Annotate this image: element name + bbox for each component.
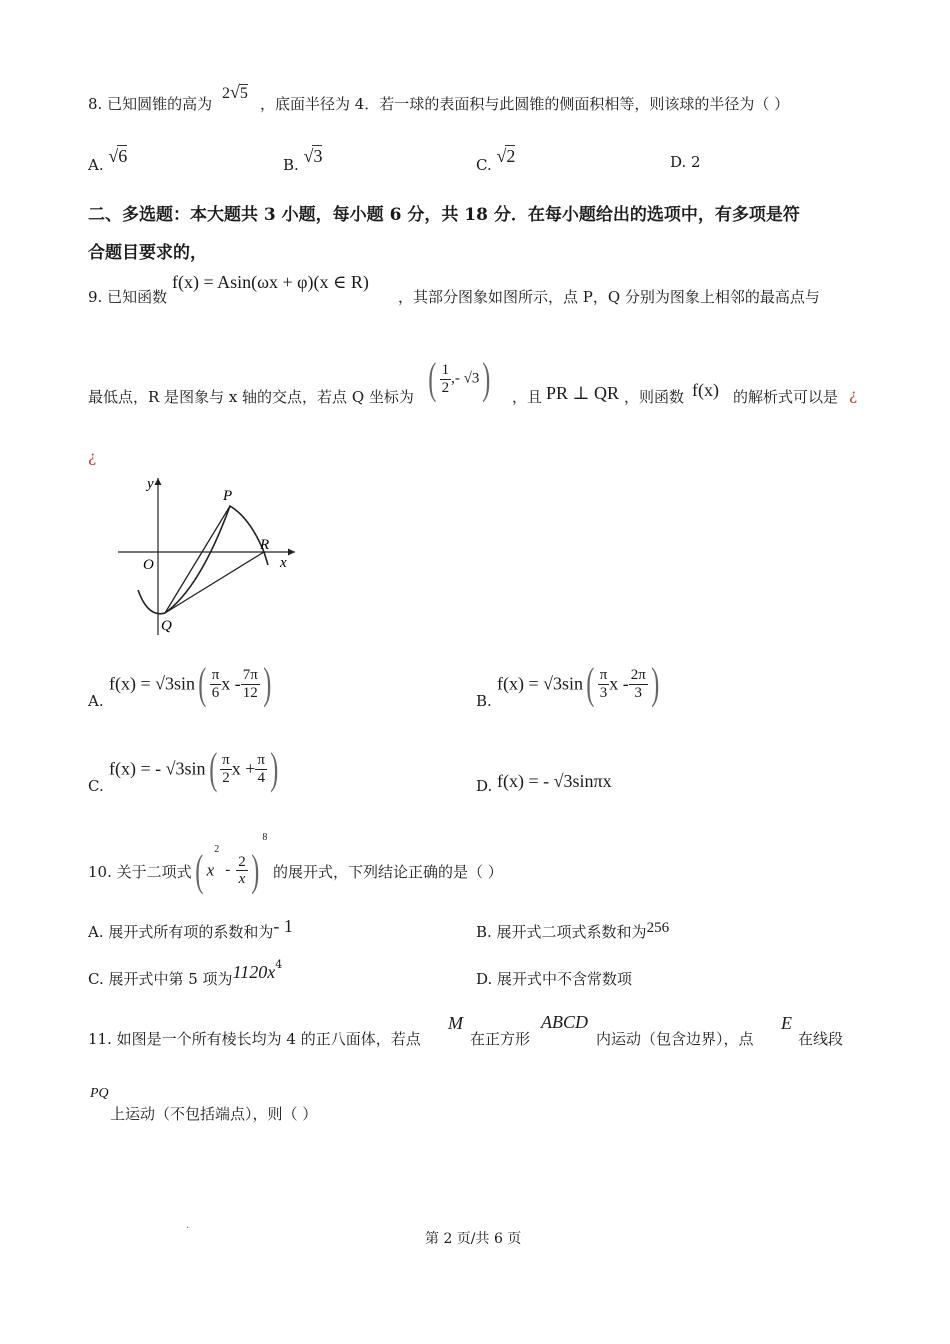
label-y: y (147, 476, 154, 492)
q9-option-b[interactable]: f(x) = √3sin( $\frac{\pi}{3}$ x - $\frac{2\pi}{3}$ ) (497, 659, 660, 708)
label-o: O (143, 557, 154, 573)
q11-pq: PQ (90, 1086, 109, 1101)
q10-exp2: 2 (214, 844, 220, 855)
q8-height-coef: 2 (222, 85, 230, 102)
q9-prefix: 9. 已知函数 (88, 288, 168, 306)
q8-option-d[interactable]: D. 2 (670, 153, 701, 171)
q8-option-c-label: C. (476, 156, 492, 174)
q8-option-a[interactable]: A. √6 (88, 146, 128, 174)
q10-option-b[interactable] (476, 921, 669, 942)
q9-line2-mid: ，且 (512, 388, 543, 406)
q9-c-lead: f(x) = - √3sin (109, 758, 206, 779)
footer-dot: . (186, 1220, 190, 1231)
q9-q-coord: ( $\frac{1}{2}$ ,- √3) (428, 354, 491, 403)
q9-c-op: x + (231, 758, 256, 779)
q9-fx: f(x) (692, 380, 719, 400)
q10-minus: - (225, 862, 231, 879)
label-p: P (223, 488, 233, 504)
q9-option-a-label[interactable]: A. (88, 692, 104, 710)
q9-b-n1: π (599, 667, 608, 683)
q9-a-d2: 12 (242, 684, 258, 701)
q8-option-c[interactable]: C. √2 (476, 146, 516, 174)
q10-option-b-value: 256 (646, 920, 670, 936)
q9-b-n2: 2π (630, 667, 646, 683)
q9-b-d1: 3 (599, 684, 608, 701)
segment-qr (165, 552, 264, 613)
q8-option-c-value: 2 (506, 146, 516, 166)
q8-option-b-value: 3 (313, 146, 323, 166)
q9-option-d[interactable]: f(x) = - √3sinπx (497, 771, 612, 791)
q10-option-b-text: B. 展开式二项式系数和为 (476, 923, 647, 941)
q11-prefix: 11. 如图是一个所有棱长均为 4 的正八面体，若点 (88, 1030, 421, 1048)
page-number: 第 2 页/共 6 页 (425, 1231, 522, 1247)
q9-perp: PR ⊥ QR (546, 383, 619, 403)
q9-suffix: ，其部分图象如图所示，点 P，Q 分别为图象上相邻的最高点与 (398, 288, 820, 306)
q8-stem-suffix: ，底面半径为 4．若一球的表面积与此圆锥的侧面积相等，则该球的半径为（ ） (260, 95, 790, 113)
q8-stem (88, 93, 212, 114)
q9-a-n2: 7π (242, 667, 258, 683)
q9-c-n2: π (257, 752, 265, 768)
q8-option-a-value: 6 (118, 146, 128, 166)
section2-heading-line2: 合题目要求的， (88, 243, 207, 263)
q9-line2-mid2: ，则函数 (624, 388, 685, 406)
q11-abcd: ABCD (541, 1012, 588, 1032)
q10-suffix: 的展开式，下列结论正确的是（ ） (273, 863, 503, 881)
q10-num: 2 (238, 853, 246, 870)
q10-option-c-text: C. 展开式中第 5 项为 (88, 970, 233, 988)
q9-a-op: x - (221, 673, 241, 694)
q9-b-d2: 3 (634, 684, 643, 701)
q10-option-c[interactable] (88, 958, 283, 989)
q8-option-b-label: B. (283, 156, 299, 174)
q10-option-a-text: A. 展开式所有项的系数和为 (88, 923, 274, 941)
q10-option-d[interactable]: D. 展开式中不含常数项 (476, 970, 633, 988)
q9-a-n1: π (211, 667, 220, 683)
q10-option-c-value: 1120x (232, 962, 276, 982)
q11-m: M (448, 1013, 463, 1033)
q9-a-d1: 6 (211, 684, 220, 701)
q8-option-b[interactable]: B. √3 (283, 146, 323, 174)
q8-height-rad: 5 (239, 85, 248, 102)
q9-option-d-label[interactable]: D. (476, 777, 493, 795)
q9-odd-char-2: ¿ (88, 448, 97, 466)
q9-option-c[interactable]: f(x) = - √3sin( $\frac{\pi}{2}$ x + $\frac{\pi}{4}$ ) (109, 744, 279, 793)
q9-b-lead: f(x) = √3sin (497, 673, 584, 694)
q9-c-d1: 2 (222, 769, 230, 786)
q9-func-def: f(x) = Asin(ωx + φ)(x ∈ R) (172, 272, 369, 292)
segment-qp (165, 506, 230, 613)
q11-e: E (781, 1013, 792, 1033)
q9-option-c-label[interactable]: C. (88, 777, 104, 795)
q10-power: 8 (262, 832, 268, 843)
q9-c-n1: π (222, 752, 230, 768)
q11-mid1: 在正方形 (470, 1030, 531, 1048)
q9-graph (110, 470, 310, 640)
q10-prefix: 10. 关于二项式 (88, 863, 192, 881)
q9-qx-num: 1 (441, 362, 450, 378)
q9-line2-prefix: 最低点，R 是图象与 x 轴的交点，若点 Q 坐标为 (88, 388, 414, 406)
q9-c-d2: 4 (257, 769, 265, 786)
q8-stem-prefix: 8. 已知圆锥的高为 (88, 95, 213, 113)
q11-mid2: 内运动（包含边界），点 (596, 1030, 754, 1048)
q10-option-a-value: - 1 (273, 916, 293, 936)
q9-b-op: x - (609, 673, 629, 694)
q10-x: x (206, 860, 215, 880)
q10-option-c-exp: 4 (275, 958, 283, 971)
q11-mid3: 在线段 (798, 1030, 844, 1048)
q9-qy: ,- √3 (451, 370, 480, 387)
q8-option-a-label: A. (88, 156, 104, 174)
q11-line2: 上运动（不包括端点），则（ ） (110, 1105, 318, 1123)
q9-odd-char: ¿ (849, 386, 858, 404)
label-q: Q (161, 618, 172, 634)
q10-den: x (238, 871, 246, 888)
q9-option-b-label[interactable]: B. (476, 692, 492, 710)
q8-height-value: 2√5 (222, 82, 248, 102)
q9-line2-suffix: 的解析式可以是 (733, 388, 839, 406)
q10-binomial: ( $x^2-$ $\frac{2}{x}$ )$^8$ (195, 832, 268, 895)
q10-option-a[interactable] (88, 916, 293, 942)
label-x: x (280, 555, 287, 571)
q9-a-lead: f(x) = √3sin (109, 673, 196, 694)
label-r: R (260, 537, 270, 553)
q9-option-a[interactable]: f(x) = √3sin( $\frac{\pi}{6}$ x - $\frac{7\pi}{12}$ ) (109, 659, 272, 708)
q9-qx-den: 2 (441, 379, 450, 396)
section2-heading-line1: 二、多选题：本大题共 3 小题，每小题 6 分，共 18 分．在每小题给出的选项中，有多项是符 (88, 205, 800, 225)
